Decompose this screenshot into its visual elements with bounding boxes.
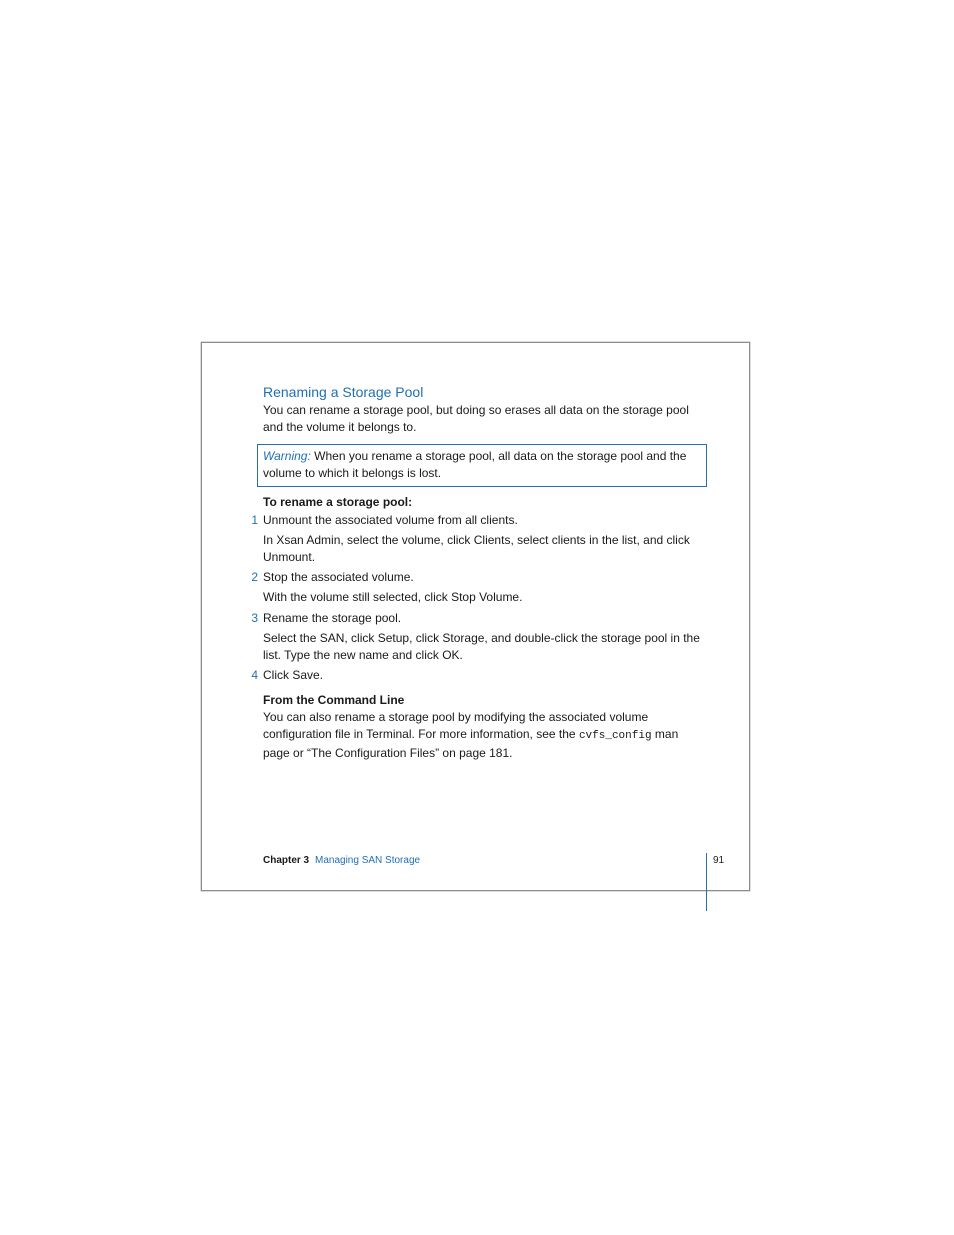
step-detail: In Xsan Admin, select the volume, click Clients, select clients in the list, and click Unmount. xyxy=(263,533,690,564)
step-detail: Select the SAN, click Setup, click Storage, and double-click the storage pool in the list. Type the new name and click OK. xyxy=(263,631,700,662)
procedure-heading: To rename a storage pool: xyxy=(263,495,413,509)
command-line-paragraph xyxy=(263,709,708,762)
footer-chapter: Chapter 3 xyxy=(263,855,310,866)
step-text: Click Save. xyxy=(263,668,324,682)
intro-paragraph: You can rename a storage pool, but doing so erases all data on the storage pool and the volume it belongs to. xyxy=(263,403,689,434)
step-number: 4 xyxy=(251,668,258,682)
step-text: Unmount the associated volume from all clients. xyxy=(263,513,518,527)
section-title: Renaming a Storage Pool xyxy=(263,384,424,400)
warning-label: Warning: xyxy=(263,449,311,463)
code-cvfs-config: cvfs_config xyxy=(578,730,652,742)
step-number: 2 xyxy=(251,570,258,584)
warning-body: When you rename a storage pool, all data on the storage pool and the volume to which it belongs is lost. xyxy=(263,449,687,480)
footer-chapter-title: Managing SAN Storage xyxy=(315,855,421,866)
page-number: 91 xyxy=(713,855,725,866)
footer-rule xyxy=(706,853,707,911)
command-line-text-after: man page or “The Configuration Files” on page 181. xyxy=(263,727,679,760)
command-line-heading: From the Command Line xyxy=(263,693,405,707)
step-number: 1 xyxy=(251,513,258,527)
step-detail: With the volume still selected, click Stop Volume. xyxy=(263,590,523,604)
command-line-text-before: You can also rename a storage pool by modifying the associated volume configuration file in Terminal. For more information, see the xyxy=(263,710,649,741)
step-text: Rename the storage pool. xyxy=(263,611,402,625)
step-number: 3 xyxy=(251,611,258,625)
warning-text xyxy=(263,448,703,482)
step-text: Stop the associated volume. xyxy=(263,570,414,584)
